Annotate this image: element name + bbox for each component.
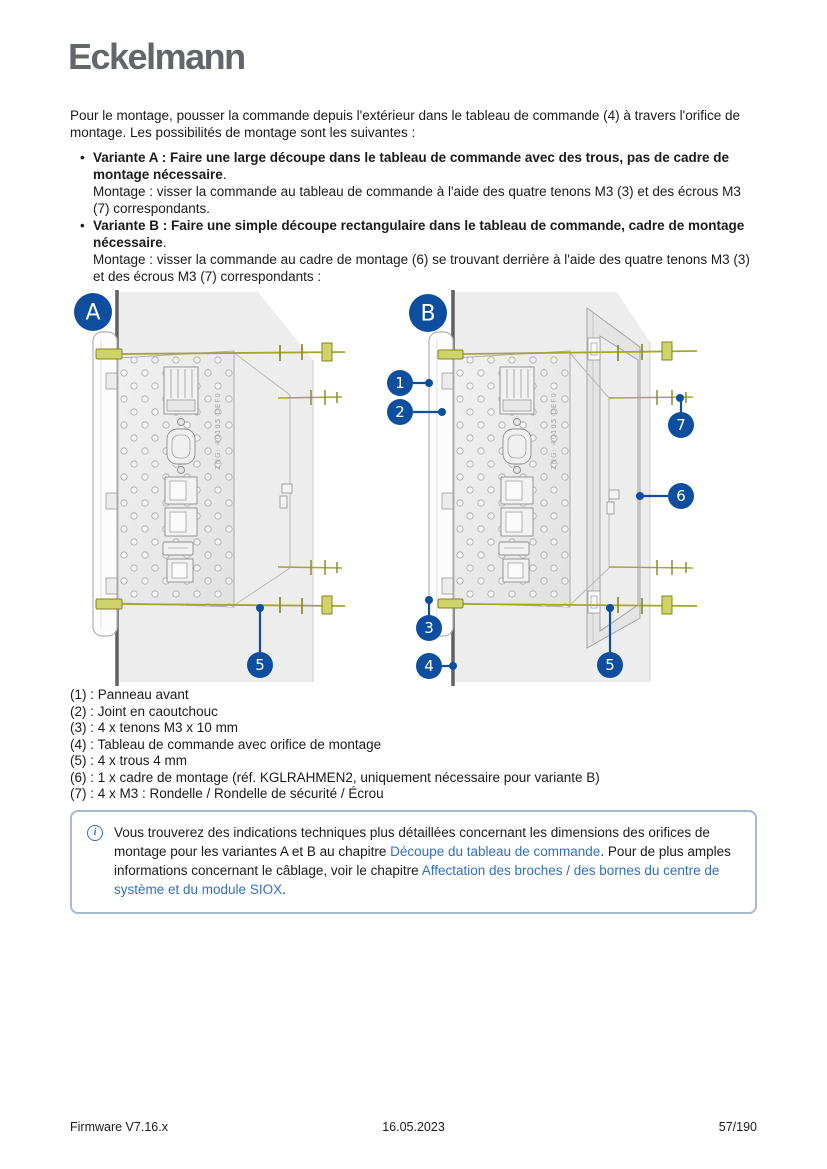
legend-item-7: (7) : 4 x M3 : Rondelle / Rondelle de sécurité / Écrou [70,786,384,801]
footer-page-number: 57/190 [718,1120,757,1134]
variante-a-body-text: Montage : visser la commande au tableau de commande à l'aide des quatre tenons M3 (3) et des écrous M3 (7) correspondants. [93,184,741,216]
figure-legend [70,687,600,803]
footer-firmware-version: Firmware V7.16.x [70,1120,168,1134]
legend-item-5: (5) : 4 x trous 4 mm [70,753,188,768]
legend-item-2: (2) : Joint en caoutchouc [70,703,218,719]
bullet-marker [80,149,93,217]
variante-b-bold-text: Variante B : Faire une simple découpe rectangulaire dans le tableau de commande, cadre de montage nécessaire. [93,218,745,250]
callout-4 [416,653,457,679]
eckelmann-logo: Eckelmann [68,36,245,77]
svg-text:5: 5 [255,656,265,674]
svg-text:2: 2 [395,403,405,421]
chapter-link[interactable]: Découpe du tableau de commande [390,844,601,859]
svg-text:A: A [85,300,101,326]
svg-text:5: 5 [605,656,615,674]
note-text-segment: . Pour de plus amples informations concernant le câblage, voir le chapitre [114,844,731,878]
frame-screw-slot [588,338,600,360]
bullet-marker [80,217,93,285]
page-footer [0,1120,827,1138]
info-note-box [70,810,757,914]
info-icon: i [87,825,103,841]
svg-text:1: 1 [395,374,405,392]
note-text-segment: Vous trouverez des indications techniques plus détaillées concernant les dimensions des orifices de montage pour les variantes A et B au chapitre [114,825,710,859]
callout-1 [387,370,433,396]
legend-item-4: (4) : Tableau de commande avec orifice de montage [70,736,382,752]
intro-paragraph: Pour le montage, pousser la commande depuis l'extérieur dans le tableau de commande (4) à travers l'orifice de montage. Les possibilités de montage sont les suivantes : [70,108,741,140]
legend-item-6: (6) : 1 x cadre de montage (réf. KGLRAHMEN2, uniquement nécessaire pour variante B) [70,769,600,785]
variant-bullet-list [80,149,760,285]
variante-b-body-text: Montage : visser la commande au cadre de montage (6) se trouvant derrière à l'aide des quatre tenons M3 (3) et des écrous M3 (7) correspondants : [93,252,750,284]
bullet-variante-b [80,217,760,285]
diagram-variant-b [385,288,765,688]
bullet-variante-a [80,149,760,217]
legend-item-1: (1) : Panneau avant [70,687,189,702]
variant-b-badge [409,294,447,332]
note-text [114,823,740,899]
variant-a-badge [74,293,112,331]
svg-text:3: 3 [424,619,434,637]
legend-item-3: (3) : 4 x tenons M3 x 10 mm [70,720,239,735]
svg-text:7: 7 [676,416,686,434]
footer-date: 16.05.2023 [382,1120,445,1134]
svg-text:6: 6 [676,487,686,505]
frame-screw-slot [588,591,600,613]
svg-text:B: B [420,301,436,327]
svg-text:4: 4 [424,657,434,675]
chapter-link[interactable]: Affectation des broches / des bornes du centre de système et du module SIOX [114,863,720,897]
variante-a-bold-text: Variante A : Faire une large découpe dans le tableau de commande avec des trous, pas de cadre de montage nécessaire. [93,150,729,182]
diagram-variant-a [64,288,364,688]
note-text-segment: . [282,882,286,897]
